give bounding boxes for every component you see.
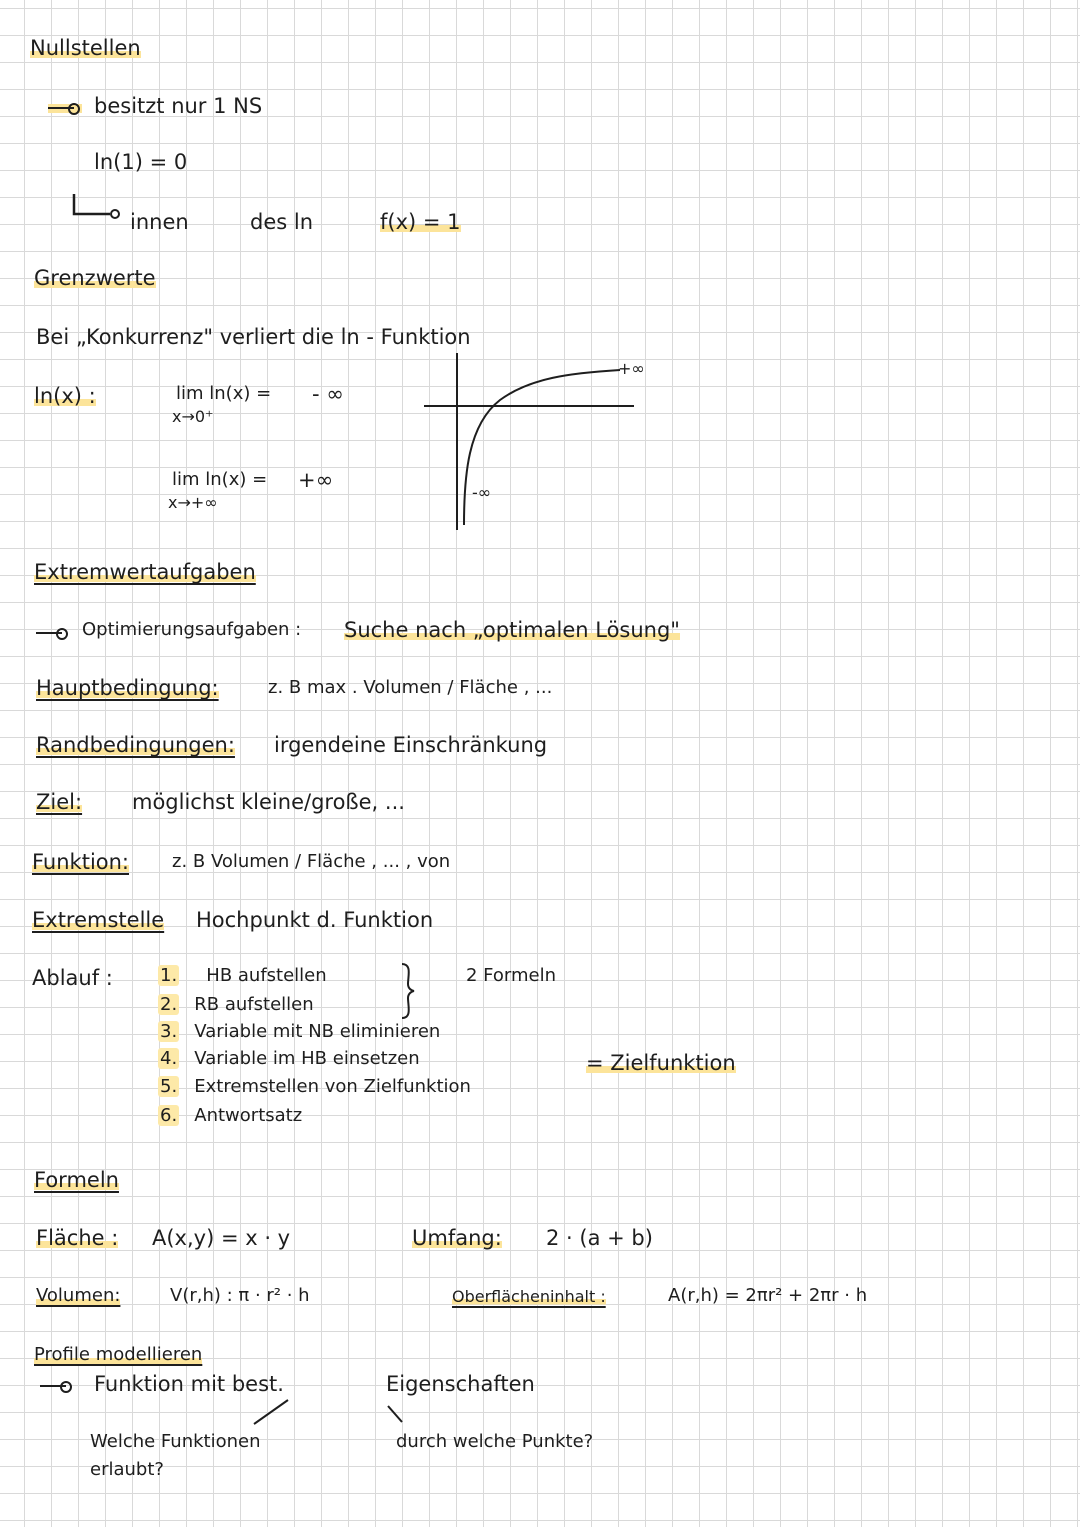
heading-extremwertaufgaben: Extremwertaufgaben — [34, 560, 256, 584]
brace-note: 2 Formeln — [466, 965, 556, 986]
graph-bottom-label: -∞ — [472, 483, 492, 502]
hauptbedingung-label: Hauptbedingung: — [36, 676, 219, 700]
lim1-expr: lim ln(x) = — [176, 383, 272, 404]
step4-result: = Zielfunktion — [586, 1051, 736, 1075]
nullstellen-line1: besitzt nur 1 NS — [94, 94, 263, 118]
nullstellen-fx: f(x) = 1 — [380, 210, 461, 234]
lim1-val: - ∞ — [312, 382, 344, 406]
graph-top-label: +∞ — [618, 359, 645, 378]
arrow-right-icon — [40, 1379, 74, 1393]
step-number: 2. — [160, 994, 178, 1015]
oberflaeche-label: Oberflächeninhalt : — [452, 1287, 606, 1306]
grenzwerte-label: ln(x) : — [34, 384, 96, 408]
corner-arrow-icon — [70, 192, 130, 232]
step-text: Variable mit NB eliminieren — [194, 1021, 441, 1042]
oberflaeche-formula: A(r,h) = 2πr² + 2πr · h — [668, 1285, 868, 1306]
ablauf-label: Ablauf : — [32, 966, 113, 990]
volumen-formula: V(r,h) : π · r² · h — [170, 1285, 310, 1306]
arrow-right-icon — [48, 101, 82, 115]
randbedingungen-text: irgendeine Einschränkung — [274, 733, 548, 757]
funktion-label: Funktion: — [32, 850, 130, 874]
extrem-suche: Suche nach „optimalen Lösung" — [344, 618, 680, 642]
hauptbedingung-text: z. B max . Volumen / Fläche , ... — [268, 677, 553, 698]
step-number: 4. — [160, 1048, 178, 1069]
extremstelle-text: Hochpunkt d. Funktion — [196, 908, 434, 932]
heading-formeln: Formeln — [34, 1168, 119, 1192]
nullstellen-innen: innen — [130, 210, 189, 234]
ablauf-step — [158, 1049, 420, 1070]
nullstellen-des-ln: des ln — [250, 210, 314, 234]
heading-profile-modellieren: Profile modellieren — [34, 1344, 203, 1365]
nullstellen-line2: ln(1) = 0 — [94, 150, 188, 174]
step-text: Extremstellen von Zielfunktion — [194, 1076, 471, 1097]
ablauf-step — [158, 966, 327, 987]
ablauf-step — [158, 1022, 440, 1043]
extrem-optimierung: Optimierungsaufgaben : — [82, 619, 302, 640]
ziel-text: möglichst kleine/große, ... — [132, 790, 405, 814]
step-text: HB aufstellen — [206, 965, 327, 986]
arrow-right-icon — [36, 626, 70, 640]
step-text: Variable im HB einsetzen — [194, 1048, 420, 1069]
step-number: 1. — [160, 965, 178, 986]
flaeche-label: Fläche : — [36, 1226, 119, 1250]
umfang-formula: 2 · (a + b) — [546, 1226, 653, 1250]
profile-left-q2: erlaubt? — [90, 1459, 164, 1480]
lim1-sub: x→0⁺ — [172, 407, 214, 426]
ziel-label: Ziel: — [36, 790, 83, 814]
step-text: RB aufstellen — [194, 994, 314, 1015]
grenzwerte-intro: Bei „Konkurrenz" verliert die ln - Funktion — [36, 325, 471, 349]
funktion-text: z. B Volumen / Fläche , ... , von — [172, 851, 451, 872]
step-number: 3. — [160, 1021, 178, 1042]
profile-line1-b: Eigenschaften — [386, 1372, 535, 1396]
ablauf-step — [158, 1077, 471, 1098]
flaeche-formula: A(x,y) = x · y — [152, 1226, 291, 1250]
heading-grenzwerte: Grenzwerte — [34, 266, 156, 290]
extremstelle-label: Extremstelle — [32, 908, 165, 932]
ablauf-step — [158, 1106, 302, 1127]
profile-line1-a: Funktion mit best. — [94, 1372, 284, 1396]
lim2-expr: lim ln(x) = — [172, 469, 268, 490]
curly-brace-icon — [398, 962, 418, 1020]
step-number: 6. — [160, 1105, 178, 1126]
branch-lines — [250, 1396, 410, 1436]
step-number: 5. — [160, 1076, 178, 1097]
profile-left-q1: Welche Funktionen — [90, 1431, 261, 1452]
randbedingungen-label: Randbedingungen: — [36, 733, 235, 757]
ablauf-step — [158, 995, 314, 1016]
volumen-label: Volumen: — [36, 1285, 121, 1306]
lim2-sub: x→+∞ — [168, 493, 218, 512]
umfang-label: Umfang: — [412, 1226, 502, 1250]
step-text: Antwortsatz — [194, 1105, 303, 1126]
heading-nullstellen: Nullstellen — [30, 36, 141, 60]
lim2-val: +∞ — [298, 468, 334, 492]
profile-right-q: durch welche Punkte? — [396, 1431, 594, 1452]
